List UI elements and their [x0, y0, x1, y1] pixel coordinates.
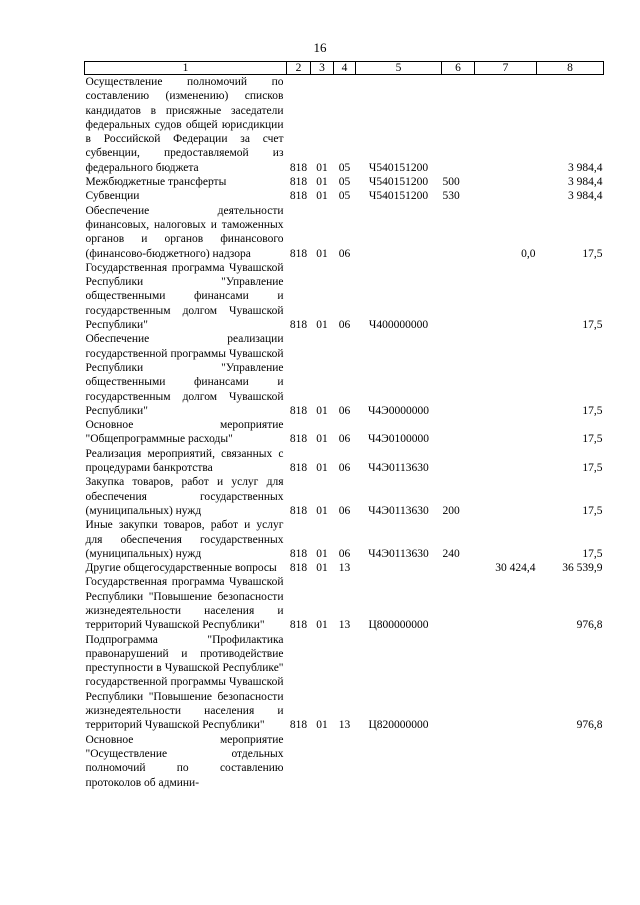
table-row — [85, 475, 604, 518]
row-name: Государственная программа Чувашской Республики "Повышение безопасности жизнедеятельности населения и территорий Чувашской Республики" — [85, 576, 284, 632]
row-expense-type — [442, 633, 475, 733]
row-section-code: 01 — [316, 619, 328, 632]
table-row — [85, 733, 604, 790]
row-subsection-code: 06 — [338, 433, 351, 446]
row-name: Обеспечение деятельности финансовых, налоговых и таможенных органов и органов финансового (финансово-бюджетного) надзора — [85, 204, 284, 260]
row-section-code: 01 — [316, 319, 328, 332]
table-row — [85, 633, 604, 733]
header-col-5: 5 — [356, 62, 442, 75]
row-name: Обеспечение реализации государственной программы Чувашской Республики "Управление общественными финансами и государственным долгом Чувашской Республики" — [85, 333, 284, 417]
table-header-row — [85, 62, 604, 75]
row-amount-total: 17,5 — [582, 462, 603, 475]
table-row — [85, 561, 604, 575]
row-amount-total: 17,5 — [582, 247, 603, 260]
row-amount-change — [475, 447, 537, 476]
table-row — [85, 75, 604, 176]
row-target-code: Ч4Э0100000 — [367, 433, 430, 446]
row-expense-type: 240 — [442, 547, 460, 560]
row-amount-total: 976,8 — [576, 719, 603, 732]
row-expense-type — [442, 733, 475, 790]
header-col-4: 4 — [334, 62, 356, 75]
row-ministry-code: 818 — [289, 247, 308, 260]
row-expense-type — [442, 418, 475, 447]
row-amount-change — [475, 475, 537, 518]
row-amount-change — [475, 418, 537, 447]
row-amount-total: 3 984,4 — [568, 176, 603, 189]
table-row — [85, 518, 604, 561]
row-amount-total: 36 539,9 — [562, 562, 603, 575]
row-section-code: 01 — [316, 504, 328, 517]
row-amount-change — [475, 733, 537, 790]
row-name: Основное мероприятие "Осуществление отдельных полномочий по составлению протоколов об админи- — [85, 733, 284, 789]
row-ministry-code: 818 — [289, 161, 308, 174]
row-amount-change — [475, 189, 537, 203]
page-number: 16 — [313, 40, 327, 55]
row-section-code: 01 — [316, 547, 328, 560]
row-section-code — [311, 733, 334, 790]
row-section-code: 01 — [316, 433, 328, 446]
row-amount-total: 3 984,4 — [568, 161, 603, 174]
row-subsection-code: 13 — [338, 562, 351, 575]
row-subsection-code: 06 — [338, 404, 351, 417]
table-row — [85, 261, 604, 332]
row-target-code: Ц820000000 — [368, 719, 429, 732]
row-expense-type — [442, 447, 475, 476]
row-ministry-code: 818 — [289, 190, 308, 203]
row-amount-total — [537, 733, 604, 790]
row-expense-type — [442, 575, 475, 632]
header-col-7: 7 — [475, 62, 537, 75]
row-expense-type: 500 — [442, 176, 460, 189]
row-section-code: 01 — [316, 562, 328, 575]
row-amount-change — [475, 261, 537, 332]
row-subsection-code: 06 — [338, 462, 351, 475]
row-amount-change: 0,0 — [521, 247, 536, 260]
row-amount-change — [475, 332, 537, 418]
row-subsection-code: 06 — [338, 547, 351, 560]
row-subsection-code: 06 — [338, 247, 351, 260]
row-amount-total: 17,5 — [582, 433, 603, 446]
table-row — [85, 447, 604, 476]
row-amount-change — [475, 175, 537, 189]
row-subsection-code — [334, 733, 356, 790]
header-col-1: 1 — [85, 62, 287, 75]
row-section-code: 01 — [316, 161, 328, 174]
row-target-code: Ч4Э0113630 — [368, 462, 429, 475]
header-col-2: 2 — [287, 62, 311, 75]
row-target-code: Ч4Э0000000 — [367, 404, 430, 417]
row-target-code — [356, 561, 442, 575]
table-row — [85, 189, 604, 203]
table-row — [85, 575, 604, 632]
row-amount-total: 17,5 — [582, 404, 603, 417]
row-ministry-code: 818 — [289, 562, 308, 575]
row-target-code: Ч540151200 — [368, 190, 429, 203]
row-subsection-code: 13 — [338, 719, 351, 732]
row-target-code — [356, 204, 442, 261]
row-ministry-code: 818 — [289, 176, 308, 189]
row-target-code: Ч400000000 — [368, 319, 429, 332]
row-amount-change — [475, 518, 537, 561]
row-target-code: Ч4Э0113630 — [368, 547, 429, 560]
row-name: Реализация мероприятий, связанных с процедурами банкротства — [85, 447, 284, 475]
row-amount-change — [475, 75, 537, 176]
row-ministry-code — [287, 733, 311, 790]
row-name: Субвенции — [85, 190, 140, 203]
row-subsection-code: 13 — [338, 619, 351, 632]
row-amount-change: 30 424,4 — [495, 562, 536, 575]
row-amount-total: 976,8 — [576, 619, 603, 632]
row-ministry-code: 818 — [289, 319, 308, 332]
row-name: Государственная программа Чувашской Республики "Управление общественными финансами и государственным долгом Чувашской Республики" — [85, 261, 284, 332]
row-expense-type — [442, 561, 475, 575]
row-ministry-code: 818 — [289, 462, 308, 475]
row-target-code: Ч540151200 — [368, 176, 429, 189]
table-row — [85, 175, 604, 189]
row-target-code: Ч540151200 — [368, 161, 429, 174]
row-expense-type — [442, 332, 475, 418]
row-subsection-code: 05 — [338, 161, 351, 174]
row-section-code: 01 — [316, 190, 328, 203]
header-col-8: 8 — [537, 62, 604, 75]
row-amount-change — [475, 633, 537, 733]
row-target-code: Ч4Э0113630 — [368, 504, 429, 517]
row-ministry-code: 818 — [289, 433, 308, 446]
row-section-code: 01 — [316, 719, 328, 732]
table-row — [85, 332, 604, 418]
row-name: Закупка товаров, работ и услуг для обеспечения государственных (муниципальных) нужд — [85, 476, 284, 517]
table-row — [85, 204, 604, 261]
row-expense-type: 530 — [442, 190, 460, 203]
row-subsection-code: 05 — [338, 190, 351, 203]
row-expense-type — [442, 75, 475, 176]
row-name: Иные закупки товаров, работ и услуг для обеспечения государственных (муниципальных) нужд — [85, 519, 284, 560]
row-section-code: 01 — [316, 247, 328, 260]
row-ministry-code: 818 — [289, 404, 308, 417]
row-target-code — [356, 733, 442, 790]
table-row — [85, 418, 604, 447]
row-name: Основное мероприятие "Общепрограммные расходы" — [85, 419, 284, 446]
row-ministry-code: 818 — [289, 719, 308, 732]
row-amount-total: 17,5 — [582, 319, 603, 332]
row-amount-change — [475, 575, 537, 632]
row-ministry-code: 818 — [289, 504, 308, 517]
row-section-code: 01 — [316, 462, 328, 475]
row-amount-total: 17,5 — [582, 504, 603, 517]
row-expense-type — [442, 261, 475, 332]
row-subsection-code: 06 — [338, 319, 351, 332]
header-col-3: 3 — [311, 62, 334, 75]
row-name: Осуществление полномочий по составлению (изменению) списков кандидатов в присяжные заседатели федеральных судов общей юрисдикции в Российской Федерации за счет субвенции, предоставляемой из федерального бюджета — [85, 76, 284, 174]
row-ministry-code: 818 — [289, 547, 308, 560]
row-expense-type: 200 — [442, 504, 460, 517]
row-ministry-code: 818 — [289, 619, 308, 632]
row-subsection-code: 05 — [338, 176, 351, 189]
header-col-6: 6 — [442, 62, 475, 75]
row-name: Другие общегосударственные вопросы — [85, 562, 277, 575]
row-name: Подпрограмма "Профилактика правонарушений и противодействие преступности в Чувашской Республике" государственной программы Чувашской Республики "Повышение безопасности жизнедеятельности населения и территорий Чувашской Республики" — [85, 633, 284, 732]
budget-table — [84, 61, 604, 790]
row-amount-total: 3 984,4 — [568, 190, 603, 203]
row-amount-total: 17,5 — [582, 547, 603, 560]
row-target-code: Ц800000000 — [368, 619, 429, 632]
row-subsection-code: 06 — [338, 504, 351, 517]
row-expense-type — [442, 204, 475, 261]
row-section-code: 01 — [316, 176, 328, 189]
row-section-code: 01 — [316, 404, 328, 417]
row-name: Межбюджетные трансферты — [85, 176, 227, 189]
